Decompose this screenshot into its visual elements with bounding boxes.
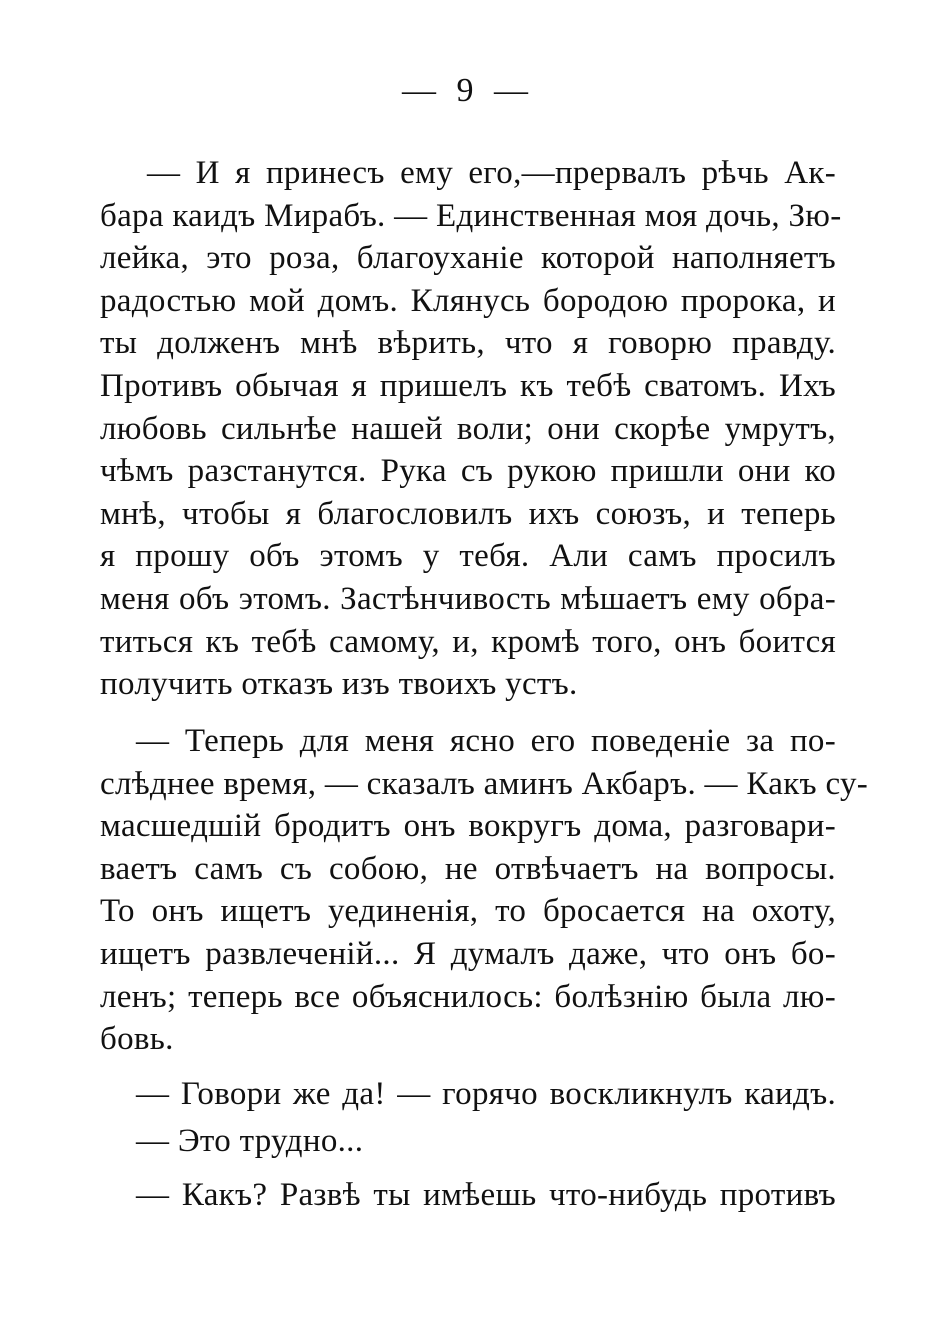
text-line: ленъ; теперь все объяснилось: болѣзнію была лю- — [100, 978, 836, 1015]
paragraph-2 — [100, 720, 869, 1061]
text-line: титься къ тебѣ самому, и, кромѣ того, онъ боится — [100, 623, 836, 660]
text-line: чѣмъ разстанутся. Рука съ рукою пришли они ко — [100, 453, 836, 490]
text-line: бовь. — [100, 1021, 174, 1058]
text-line: слѣднее время, — сказалъ аминъ Акбаръ. — Какъ су- — [100, 765, 869, 802]
text-line: бара каидъ Мирабъ. — Единственная моя дочь, Зю- — [100, 197, 842, 234]
paragraph-5 — [100, 1174, 836, 1217]
text-line: — Это трудно... — [136, 1123, 364, 1159]
text-line: — Говори же да! — горячо воскликнулъ каидъ. — [136, 1076, 836, 1112]
text-line: То онъ ищетъ уединенія, то бросается на охоту, — [100, 893, 836, 930]
page-number: — 9 — — [402, 72, 534, 109]
text-line: Противъ обычая я пришелъ къ тебѣ сватомъ. Ихъ — [100, 367, 836, 404]
text-line: мнѣ, чтобы я благословилъ ихъ союзъ, и теперь — [100, 495, 836, 532]
text-line: получить отказъ изъ твоихъ устъ. — [100, 666, 578, 703]
text-line: ты долженъ мнѣ вѣрить, что я говорю правду. — [100, 325, 836, 362]
paragraph-1 — [100, 152, 842, 706]
text-line: радостью мой домъ. Клянусь бородою пророка, и — [100, 282, 836, 319]
text-line: — Какъ? Развѣ ты имѣешь что-нибудь противъ — [136, 1177, 836, 1213]
text-line: любовь сильнѣе нашей воли; они скорѣе умрутъ, — [100, 410, 836, 447]
text-line: — Теперь для меня ясно его поведеніе за по- — [136, 723, 836, 759]
text-line: ищетъ развлеченій... Я думалъ даже, что онъ бо- — [100, 935, 836, 972]
paragraph-4 — [100, 1120, 836, 1163]
text-line: масшедшій бродитъ онъ вокругъ дома, разговари- — [100, 808, 836, 845]
paragraph-3 — [100, 1073, 836, 1116]
text-line: меня объ этомъ. Застѣнчивость мѣшаетъ ему обра- — [100, 580, 836, 617]
text-line: ваетъ самъ съ собою, не отвѣчаетъ на вопросы. — [100, 850, 836, 887]
text-line: лейка, это роза, благоуханіе которой наполняетъ — [100, 240, 836, 277]
text-line: — И я принесъ ему его,—прервалъ рѣчь Ак- — [147, 155, 836, 191]
text-line: я прошу объ этомъ у тебя. Али самъ просилъ — [100, 538, 836, 575]
